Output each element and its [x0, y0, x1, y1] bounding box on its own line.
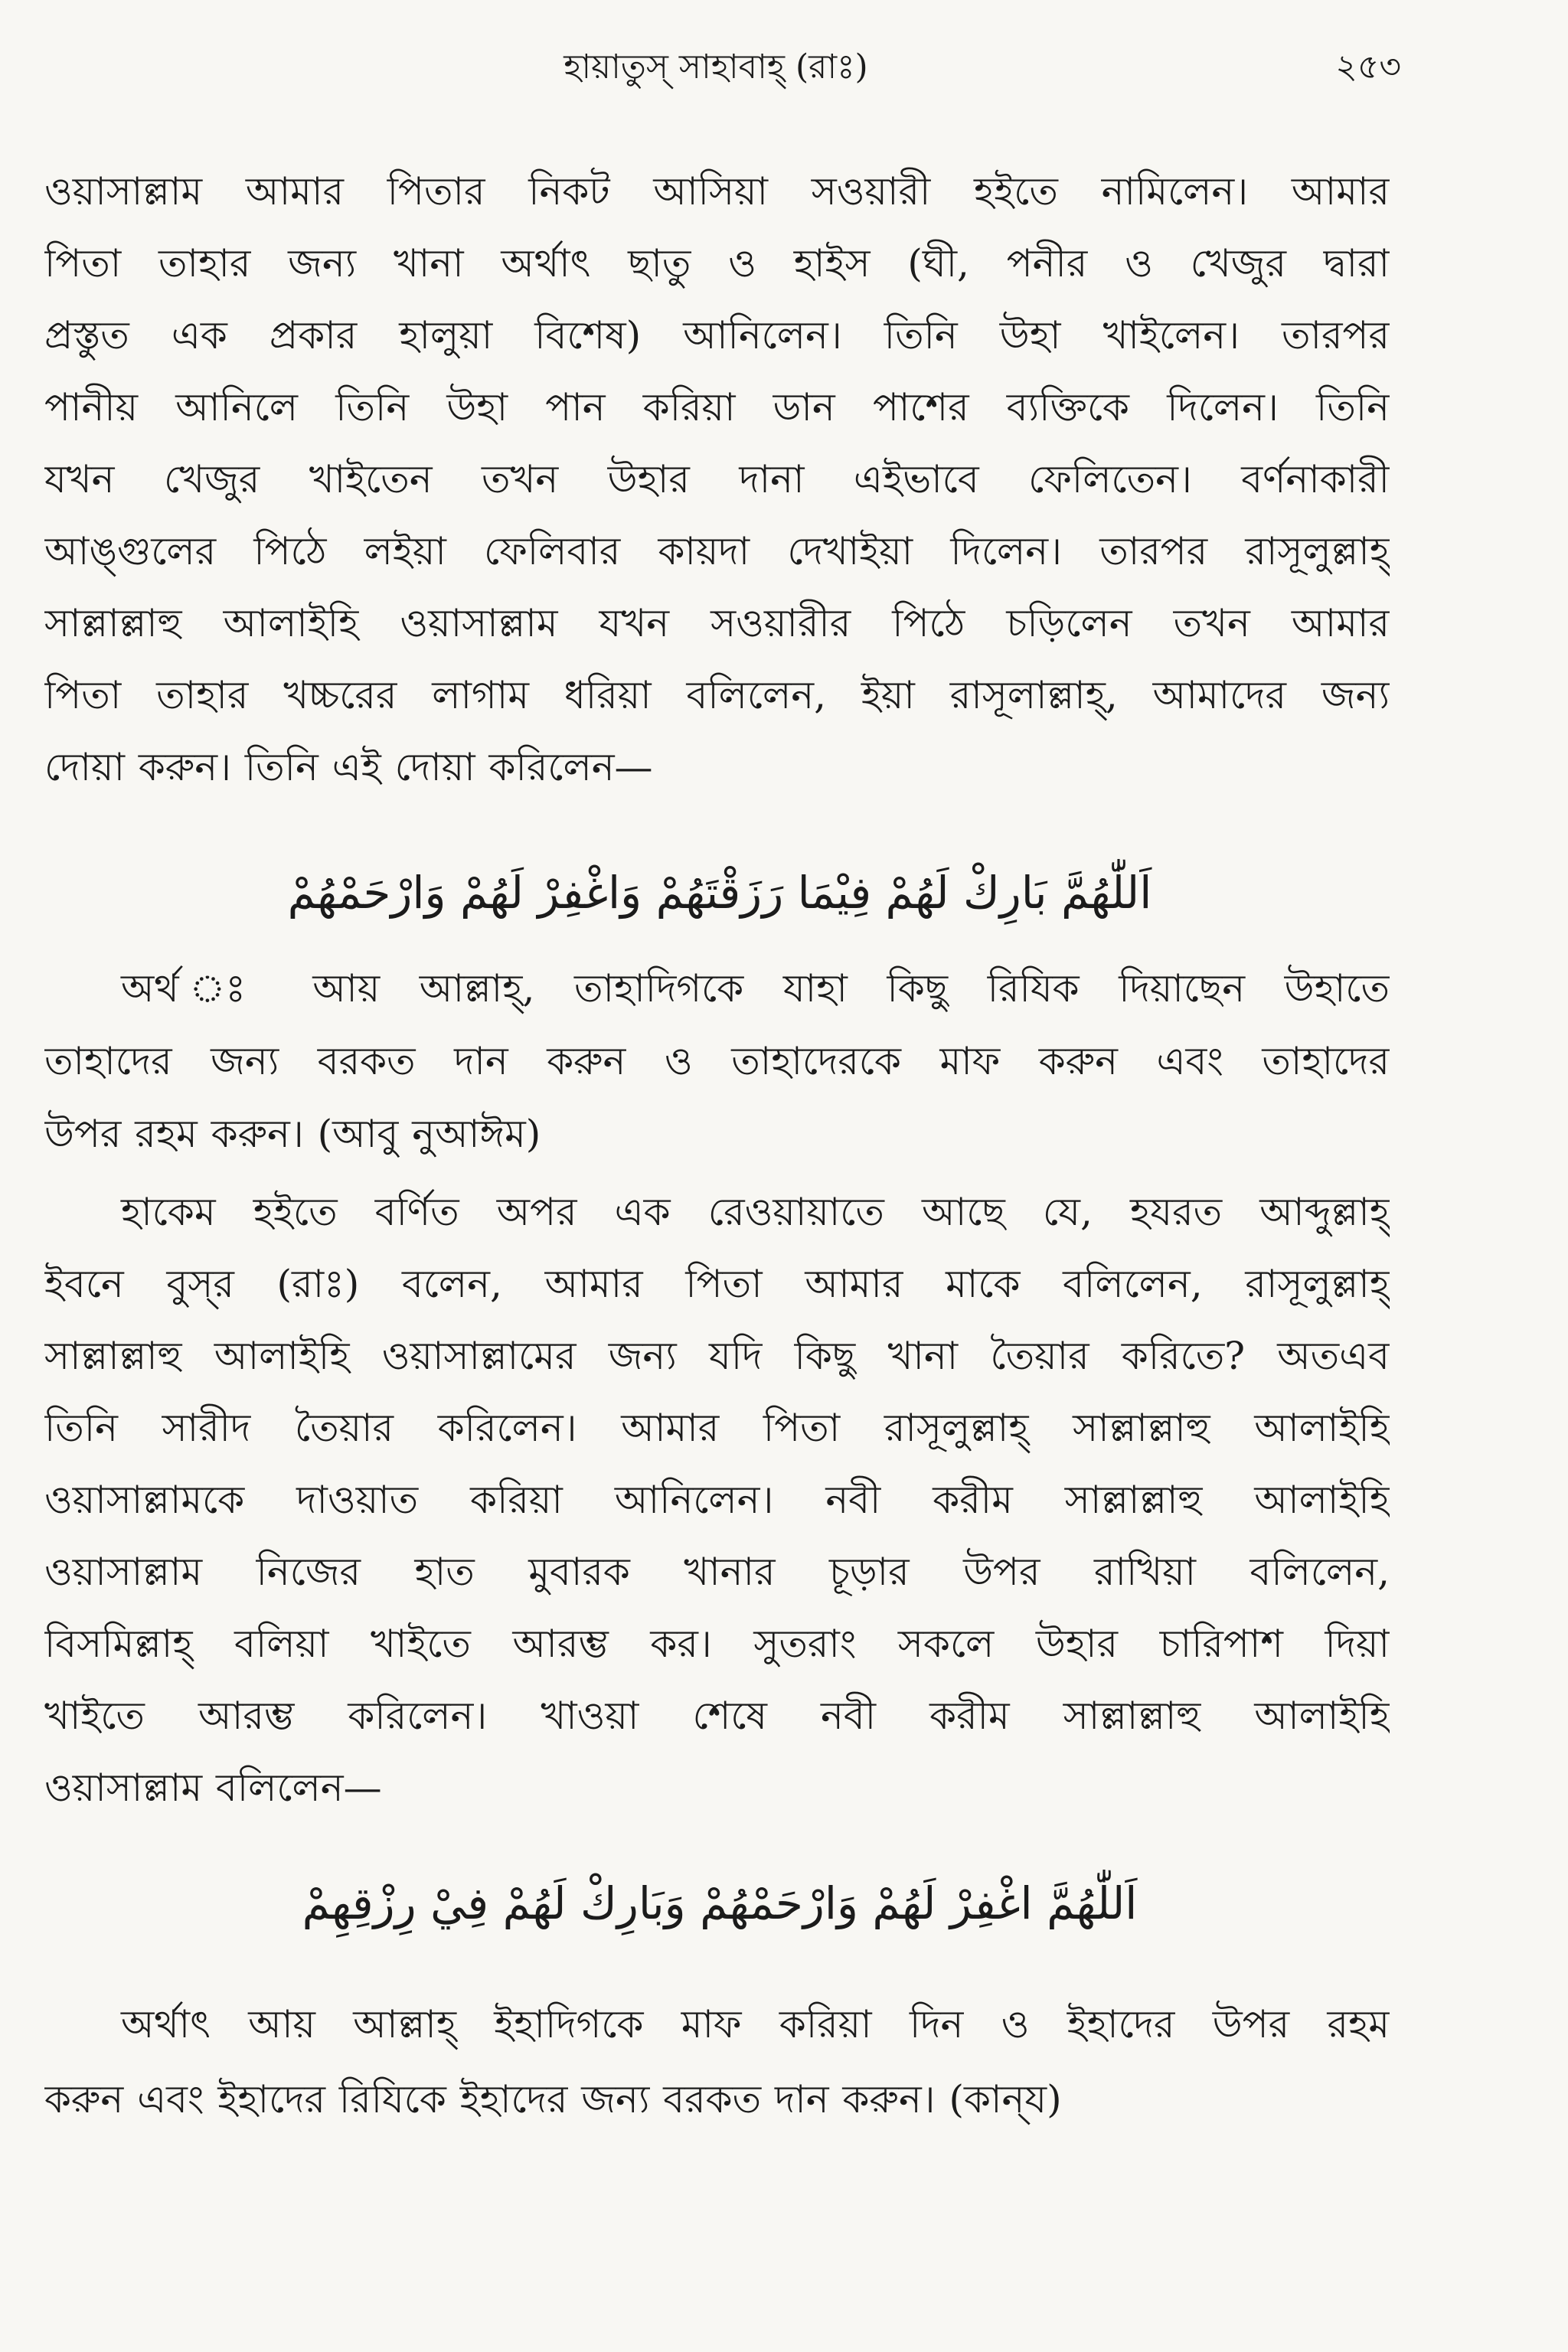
text-line: ওয়াসাল্লাম নিজের হাত মুবারক খানার চূড়ার উপর রাখিয়া বলিলেন, [44, 1550, 1390, 1594]
text-line: পানীয় আনিলে তিনি উহা পান করিয়া ডান পাশের ব্যক্তিকে দিলেন। তিনি [44, 385, 1390, 430]
arabic-dua: اَللّٰهُمَّ اغْفِرْ لَهُمْ وَارْحَمْهُمْ وَبَارِكْ لَهُمْ فِيْ رِزْقِهِمْ [302, 1877, 1138, 1929]
text-line: তাহাদের জন্য বরকত দান করুন ও তাহাদেরকে মাফ করুন এবং তাহাদের [44, 1039, 1390, 1083]
paragraph [44, 155, 1390, 803]
text-line: করুন এবং ইহাদের রিযিকে ইহাদের জন্য বরকত দান করুন। (কান্‌য) [44, 2077, 1062, 2122]
text-line: আঙ্গুলের পিঠে লইয়া ফেলিবার কায়দা দেখাইয়া দিলেন। তারপর রাসূলুল্লাহ্ [44, 529, 1390, 573]
text-line: অর্থ ঃ আয় আল্লাহ্, তাহাদিগকে যাহা কিছু রিযিক দিয়াছেন উহাতে [121, 966, 1390, 1011]
text-line: বিসমিল্লাহ্ বলিয়া খাইতে আরম্ভ কর। সুতরাং সকলে উহার চারিপাশ দিয়া [44, 1622, 1390, 1666]
running-title: হায়াতুস্ সাহাবাহ্ (রাঃ) [564, 47, 868, 87]
text-line: ওয়াসাল্লাম আমার পিতার নিকট আসিয়া সওয়ারী হইতে নামিলেন। আমার [44, 169, 1390, 214]
text-line: অর্থাৎ আয় আল্লাহ্ ইহাদিগকে মাফ করিয়া দিন ও ইহাদের উপর রহম [121, 2002, 1390, 2047]
text-line: খাইতে আরম্ভ করিলেন। খাওয়া শেষে নবী করীম সাল্লাল্লাহু আলাইহি [44, 1694, 1390, 1738]
text-line: দোয়া করুন। তিনি এই দোয়া করিলেন— [44, 745, 653, 789]
text-line: উপর রহম করুন। (আবু নুআঈম) [44, 1112, 541, 1156]
text-line: সাল্লাল্লাহু আলাইহি ওয়াসাল্লামের জন্য যদি কিছু খানা তৈয়ার করিতে? অতএব [44, 1334, 1390, 1378]
text-line: যখন খেজুর খাইতেন তখন উহার দানা এইভাবে ফেলিতেন। বর্ণনাকারী [44, 457, 1390, 501]
paragraph [44, 1176, 1390, 1824]
text-line: ওয়াসাল্লামকে দাওয়াত করিয়া আনিলেন। নবী করীম সাল্লাল্লাহু আলাইহি [44, 1478, 1390, 1522]
text-line: হাকেম হইতে বর্ণিত অপর এক রেওয়ায়াতে আছে যে, হযরত আব্দুল্লাহ্ [121, 1190, 1390, 1234]
paragraph [44, 1987, 1390, 2137]
text-line: সাল্লাল্লাহু আলাইহি ওয়াসাল্লাম যখন সওয়ারীর পিঠে চড়িলেন তখন আমার [44, 601, 1390, 645]
text-line: তিনি সারীদ তৈয়ার করিলেন। আমার পিতা রাসূলুল্লাহ্ সাল্লাল্লাহু আলাইহি [44, 1406, 1390, 1450]
page-number: ২৫৩ [1335, 47, 1401, 87]
text-line: পিতা তাহার খচ্চরের লাগাম ধরিয়া বলিলেন, ইয়া রাসূলাল্লাহ্, আমাদের জন্য [44, 673, 1390, 717]
arabic-dua: اَللّٰهُمَّ بَارِكْ لَهُمْ فِيْمَا رَزَقْتَهُمْ وَاغْفِرْ لَهُمْ وَارْحَمْهُمْ [287, 867, 1152, 919]
text-line: ওয়াসাল্লাম বলিলেন— [44, 1766, 382, 1810]
text-line: ইবনে বুস্‌র (রাঃ) বলেন, আমার পিতা আমার মাকে বলিলেন, রাসূলুল্লাহ্ [44, 1262, 1390, 1306]
text-line: পিতা তাহার জন্য খানা অর্থাৎ ছাতু ও হাইস (ঘী, পনীর ও খেজুর দ্বারা [44, 241, 1390, 286]
text-line: প্রস্তুত এক প্রকার হালুয়া বিশেষ) আনিলেন। তিনি উহা খাইলেন। তারপর [44, 313, 1390, 358]
paragraph [44, 952, 1390, 1171]
